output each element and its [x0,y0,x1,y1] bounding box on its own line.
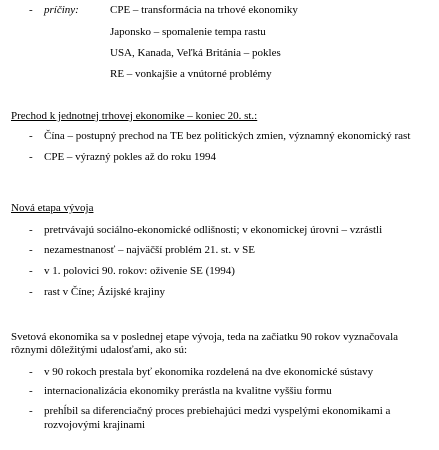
transition-heading: Prechod k jednotnej trhovej ekonomike – koniec 20. st.: [11,110,258,122]
bullet-dash: - [29,244,33,256]
bullet-dash: - [29,265,33,277]
transition-bullet: Čína – postupný prechod na TE bez politických zmien, významný ekonomický rast [44,130,411,142]
causes-label: príčiny: [44,4,79,16]
bullet-dash: - [29,151,33,163]
new-stage-bullet: rast v Číne; Ázijské krajiny [44,286,165,298]
world-economy-bullet: v 90 rokoch prestala byť ekonomika rozdelená na dve ekonomické sústavy [44,366,374,378]
new-stage-heading: Nová etapa vývoja [11,202,94,214]
causes-line: USA, Kanada, Veľká Británia – pokles [110,47,281,59]
transition-bullet: CPE – výrazný pokles až do roku 1994 [44,151,216,163]
causes-line: CPE – transformácia na trhové ekonomiky [110,4,298,16]
bullet-dash: - [29,405,33,417]
bullet-dash: - [29,224,33,236]
world-economy-intro: Svetová ekonomika sa v poslednej etape vývoja, teda na začiatku 90 rokov vyznačovala [11,331,399,343]
new-stage-bullet: pretrvávajú sociálno-ekonomické odlišnosti; v ekonomickej úrovni – vzrástli [44,224,383,236]
world-economy-intro: rôznymi dôležitými udalosťami, ako sú: [11,344,188,356]
bullet-dash: - [29,130,33,142]
bullet-dash: - [29,286,33,298]
causes-line: RE – vonkajšie a vnútorné problémy [110,68,272,80]
new-stage-bullet: v 1. polovici 90. rokov: oživenie SE (1994) [44,265,235,277]
causes-dash: - [29,4,33,16]
bullet-dash: - [29,385,33,397]
new-stage-bullet: nezamestnanosť – najväčší problém 21. st. v SE [44,244,255,256]
bullet-dash: - [29,366,33,378]
world-economy-bullet: internacionalizácia ekonomiky prerástla na kvalitne vyššiu formu [44,385,332,397]
world-economy-bullet: prehĺbil sa diferenciačný proces prebiehajúci medzi vyspelými ekonomikami a [44,405,391,417]
world-economy-bullet-continued: rozvojovými krajinami [44,419,146,431]
causes-line: Japonsko – spomalenie tempa rastu [110,26,266,38]
